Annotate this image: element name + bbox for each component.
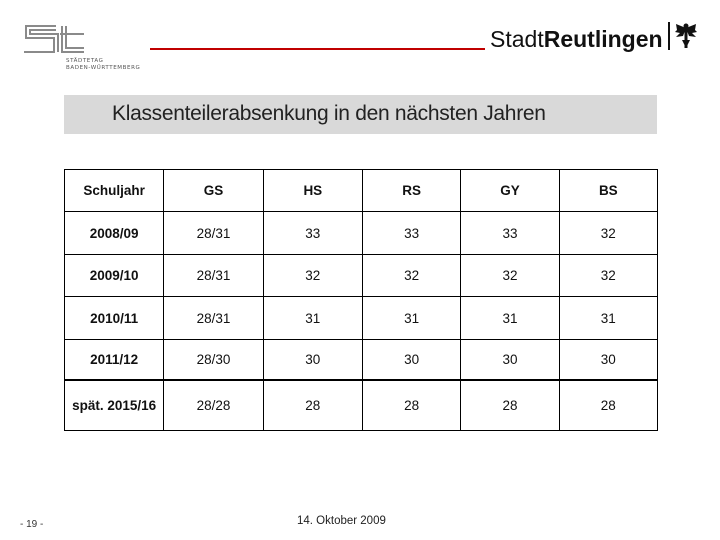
table-cell: 30	[263, 340, 362, 381]
school-year-cell: 2008/09	[65, 212, 164, 255]
city-separator	[668, 22, 670, 50]
staedtetag-st-logo-icon	[22, 22, 88, 56]
logo-line-2: BADEN-WÜRTTEMBERG	[66, 65, 141, 71]
title-bar	[64, 95, 657, 134]
table-header-row	[65, 170, 658, 212]
table-cell: 31	[263, 297, 362, 340]
city-name-bold: Reutlingen	[543, 26, 663, 52]
table-cell: 28	[461, 380, 559, 431]
header-cell: HS	[263, 170, 362, 212]
staedtetag-logo	[22, 22, 162, 78]
table-cell: 30	[559, 340, 657, 381]
page-number: - 19 -	[20, 519, 44, 530]
table-cell: 32	[559, 255, 657, 297]
school-year-cell: 2009/10	[65, 255, 164, 297]
table-cell: 28/31	[164, 255, 263, 297]
table-cell: 33	[263, 212, 362, 255]
table-cell: 28/28	[164, 380, 263, 431]
table-cell: 28	[362, 380, 460, 431]
table-cell: 33	[461, 212, 559, 255]
table-cell: 31	[559, 297, 657, 340]
header-accent-line	[150, 48, 485, 50]
footer-date: 14. Oktober 2009	[297, 515, 386, 527]
table-cell: 32	[263, 255, 362, 297]
table-cell: 28/30	[164, 340, 263, 381]
school-year-cell: spät. 2015/16	[65, 380, 164, 431]
table-cell: 31	[461, 297, 559, 340]
table-row	[65, 212, 658, 255]
table-cell: 28	[559, 380, 657, 431]
header-cell: BS	[559, 170, 657, 212]
city-name	[490, 24, 663, 54]
table-cell: 32	[461, 255, 559, 297]
header-cell: GY	[461, 170, 559, 212]
school-year-cell: 2010/11	[65, 297, 164, 340]
table-cell: 28/31	[164, 212, 263, 255]
slide-title: Klassenteilerabsenkung in den nächsten Jahren	[112, 102, 546, 125]
header-cell: GS	[164, 170, 263, 212]
table-cell: 31	[362, 297, 460, 340]
header-cell: Schuljahr	[65, 170, 164, 212]
table-cell: 30	[461, 340, 559, 381]
table-cell: 32	[559, 212, 657, 255]
table-row	[65, 255, 658, 297]
table-row	[65, 297, 658, 340]
table-cell: 28	[263, 380, 362, 431]
table-cell: 30	[362, 340, 460, 381]
logo-line-1: STÄDTETAG	[66, 58, 104, 64]
class-size-table	[64, 169, 658, 431]
table-cell: 33	[362, 212, 460, 255]
table-row	[65, 380, 658, 431]
reutlingen-eagle-crest-icon	[675, 22, 697, 50]
table-cell: 28/31	[164, 297, 263, 340]
school-year-cell: 2011/12	[65, 340, 164, 381]
table-cell: 32	[362, 255, 460, 297]
table-row	[65, 340, 658, 381]
city-name-light: Stadt	[490, 26, 544, 52]
logo-caption	[66, 58, 166, 72]
header-cell: RS	[362, 170, 460, 212]
